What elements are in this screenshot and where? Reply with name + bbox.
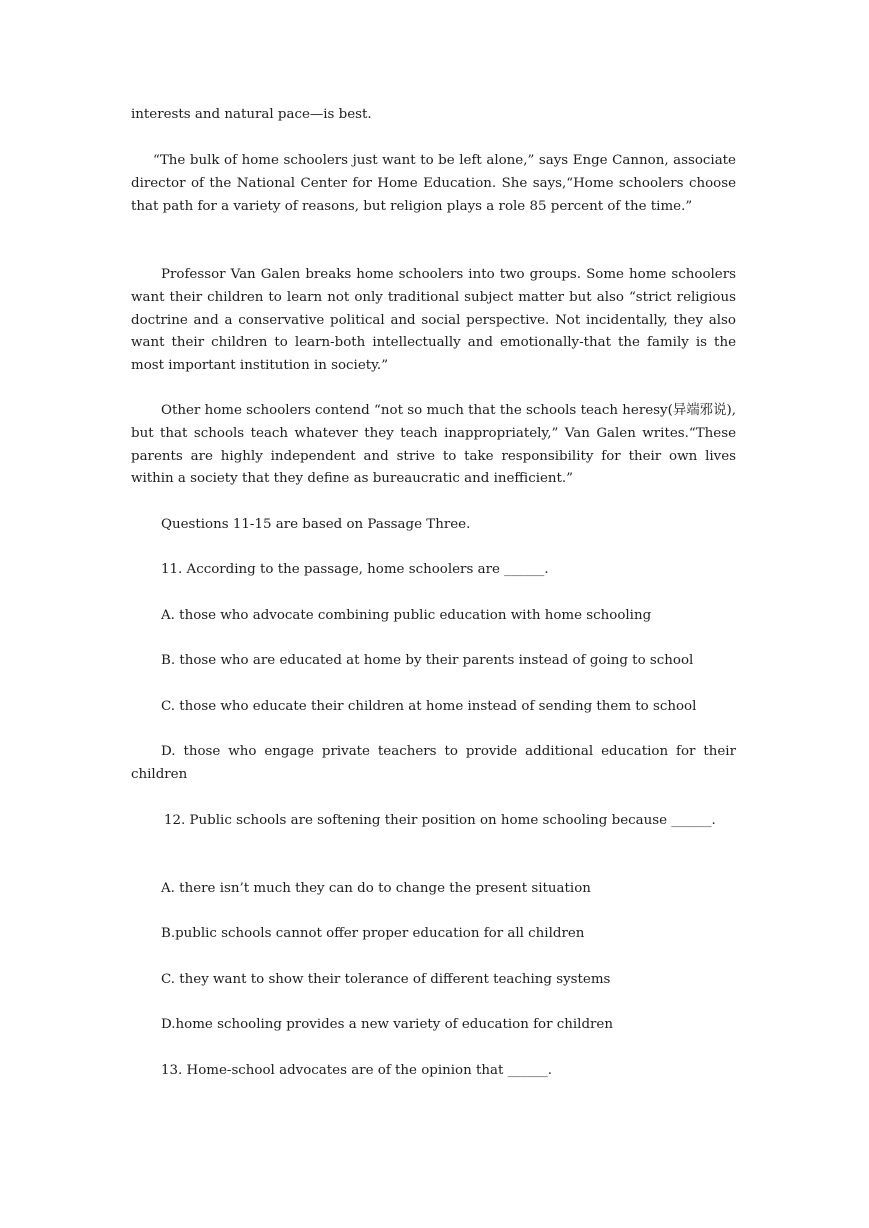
question-11-option-d: D. those who engage private teachers to provide additional education for their children [131,744,736,782]
question-13-stem: 13. Home-school advocates are of the opinion that ______. [161,1063,553,1078]
question-12-option-b: B.public schools cannot offer proper education for all children [161,926,585,941]
question-11-option-c: C. those who educate their children at home instead of sending them to school [161,699,697,714]
paragraph-van-galen-groups: Professor Van Galen breaks home schoolers into two groups. Some home schoolers want their children to learn not only traditional subject matter but also “strict religious doctrine and a conservative political and social perspective. Not incidentally, they also want their children to learn-both intellectually and emotionally-that the family is the most important institution in society.” [131,267,736,374]
question-12-option-c: C. they want to show their tolerance of different teaching systems [161,972,611,987]
question-12-option-d: D.home schooling provides a new variety of education for children [161,1017,613,1032]
question-12-option-a: A. there isn’t much they can do to change the present situation [161,881,591,896]
question-11-option-b: B. those who are educated at home by their parents instead of going to school [161,653,694,668]
paragraph-cannon-quote: “The bulk of home schoolers just want to be left alone,” says Enge Cannon, associate director of the National Center for Home Education. She says,“Home schoolers choose that path for a variety of reasons, but religion plays a role 85 percent of the time.” [131,153,736,214]
paragraph-continuation: interests and natural pace—is best. [131,107,372,122]
question-12-stem: 12. Public schools are softening their position on home schooling because ______. [164,813,716,828]
question-11-stem: 11. According to the passage, home schoolers are ______. [161,562,549,577]
paragraph-other-home-schoolers: Other home schoolers contend “not so much that the schools teach heresy(异端邪说), but that schools teach whatever they teach inappropriately,” Van Galen writes.“These parents are highly independent and strive to take responsibility for their own lives within a society that they define as bureaucratic and inefficient.” [131,403,736,487]
questions-intro: Questions 11-15 are based on Passage Three. [161,517,471,532]
question-11-option-a: A. those who advocate combining public education with home schooling [161,608,652,623]
